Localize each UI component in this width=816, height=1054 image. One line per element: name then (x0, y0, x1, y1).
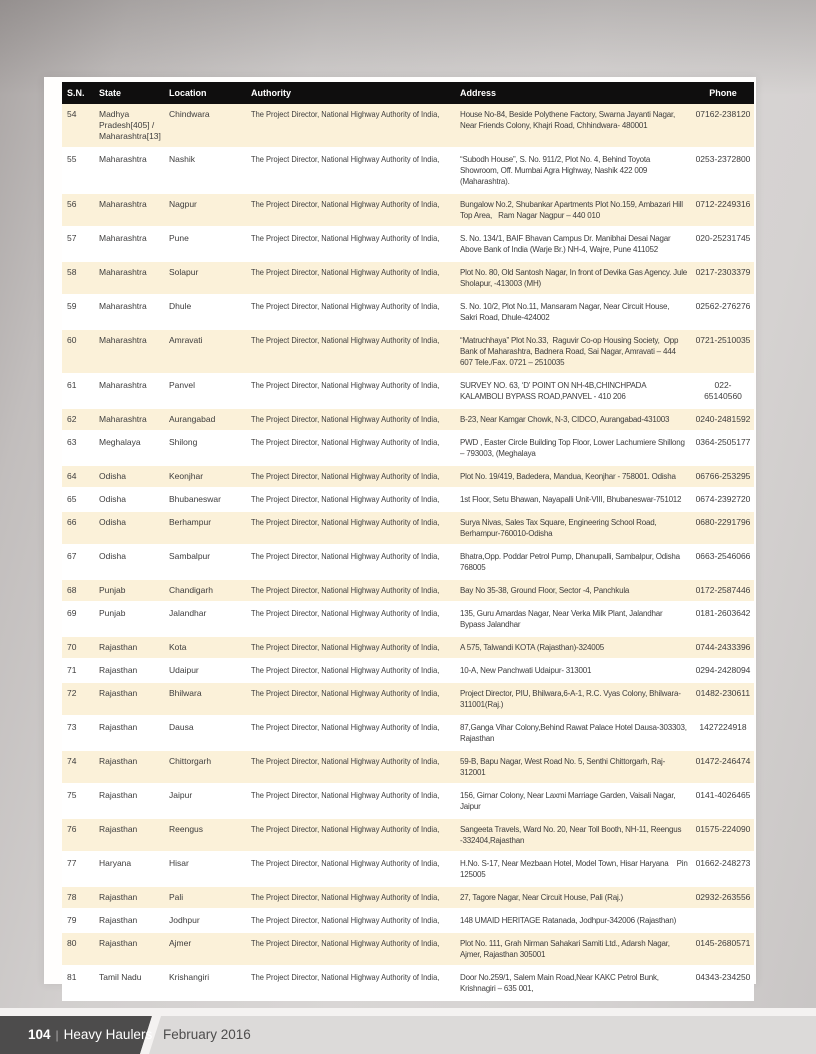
cell-address: Project Director, PIU, Bhilwara,6-A-1, R.C. Vyas Colony, Bhilwara-311001(Raj.) (455, 683, 692, 717)
cell-location: Panvel (164, 375, 246, 409)
cell-serial-number: 72 (62, 683, 94, 717)
cell-serial-number: 56 (62, 194, 94, 228)
cell-phone: 02932-263556 (692, 887, 754, 910)
authority-text: The Project Director, National Highway Authority of India, (251, 471, 440, 481)
cell-serial-number: 70 (62, 637, 94, 660)
cell-address: H.No. S-17, Near Mezbaan Hotel, Model Town, Hisar Haryana Pin 125005 (455, 853, 692, 887)
cell-location: Chandigarh (164, 580, 246, 603)
authority-text: The Project Director, National Highway Authority of India, (251, 109, 440, 119)
cell-phone: 022- 65140560 (692, 375, 754, 409)
cell-address: PWD , Easter Circle Building Top Floor, Lower Lachumiere Shillong – 793003, (Meghalaya (455, 432, 692, 466)
cell-authority (246, 637, 455, 660)
cell-serial-number: 54 (62, 104, 94, 149)
cell-location: Solapur (164, 262, 246, 296)
cell-authority (246, 717, 455, 751)
authority-text: The Project Director, National Highway Authority of India, (251, 608, 440, 618)
cell-state: Maharashtra (94, 296, 164, 330)
cell-serial-number: 67 (62, 546, 94, 580)
table-row (62, 375, 754, 409)
cell-state: Maharashtra (94, 149, 164, 194)
cell-authority (246, 194, 455, 228)
cell-phone: 0712-2249316 (692, 194, 754, 228)
cell-state: Maharashtra (94, 375, 164, 409)
cell-location: Shilong (164, 432, 246, 466)
cell-location: Pali (164, 887, 246, 910)
cell-serial-number: 61 (62, 375, 94, 409)
cell-location: Jodhpur (164, 910, 246, 933)
table-header-row (62, 82, 754, 104)
cell-authority (246, 149, 455, 194)
authority-text: The Project Director, National Highway Authority of India, (251, 154, 440, 164)
cell-authority (246, 228, 455, 262)
cell-location: Hisar (164, 853, 246, 887)
cell-address: “Matruchhaya” Plot No.33, Raguvir Co-op Housing Society, Opp Bank of Maharashtra, Badnera Road, Sai Nagar, Amravati – 444 607 Tele./Fax. 0721 – 2510035 (455, 330, 692, 375)
cell-serial-number: 65 (62, 489, 94, 512)
cell-authority (246, 262, 455, 296)
table-row (62, 603, 754, 637)
cell-serial-number: 62 (62, 409, 94, 432)
cell-location: Sambalpur (164, 546, 246, 580)
cell-authority (246, 546, 455, 580)
cell-address: 1st Floor, Setu Bhawan, Nayapalli Unit-VIII, Bhubaneswar-751012 (455, 489, 692, 512)
table-row (62, 546, 754, 580)
page-content (44, 77, 756, 993)
cell-location: Krishangiri (164, 967, 246, 1001)
cell-phone (692, 910, 754, 933)
table-row (62, 432, 754, 466)
table-row (62, 330, 754, 375)
cell-serial-number: 80 (62, 933, 94, 967)
cell-serial-number: 60 (62, 330, 94, 375)
cell-location: Pune (164, 228, 246, 262)
cell-address: 27, Tagore Nagar, Near Circuit House, Pali (Raj.) (455, 887, 692, 910)
authority-text: The Project Director, National Highway Authority of India, (251, 824, 440, 834)
table-row (62, 580, 754, 603)
column-header-phone: Phone (692, 82, 754, 104)
table-row (62, 853, 754, 887)
table-row (62, 466, 754, 489)
cell-address: 59-B, Bapu Nagar, West Road No. 5, Senthi Chittorgarh, Raj-312001 (455, 751, 692, 785)
cell-address: “Subodh House”, S. No. 911/2, Plot No. 4, Behind Toyota Showroom, Off. Mumbai Agra Highway, Nashik 422 009 (Maharashtra). (455, 149, 692, 194)
table-row (62, 910, 754, 933)
cell-address: 87,Ganga Vihar Colony,Behind Rawat Palace Hotel Dausa-303303, Rajasthan (455, 717, 692, 751)
cell-state: Madhya Pradesh[405] / Maharashtra[13] (94, 104, 164, 149)
authority-text: The Project Director, National Highway Authority of India, (251, 938, 440, 948)
authority-text: The Project Director, National Highway Authority of India, (251, 335, 440, 345)
cell-address: 148 UMAID HERITAGE Ratanada, Jodhpur-342006 (Rajasthan) (455, 910, 692, 933)
cell-address: Bhatra,Opp. Poddar Petrol Pump, Dhanupalli, Sambalpur, Odisha 768005 (455, 546, 692, 580)
cell-location: Keonjhar (164, 466, 246, 489)
cell-state: Punjab (94, 580, 164, 603)
authority-text: The Project Director, National Highway Authority of India, (251, 414, 440, 424)
cell-location: Udaipur (164, 660, 246, 683)
cell-phone: 07162-238120 (692, 104, 754, 149)
cell-authority (246, 603, 455, 637)
cell-address: A 575, Talwandi KOTA (Rajasthan)-324005 (455, 637, 692, 660)
cell-location: Bhilwara (164, 683, 246, 717)
cell-serial-number: 79 (62, 910, 94, 933)
cell-state: Odisha (94, 512, 164, 546)
cell-phone: 01482-230611 (692, 683, 754, 717)
cell-address: House No-84, Beside Polythene Factory, Swarna Jayanti Nagar, Near Friends Colony, Khajri Road, Chhindwara- 480001 (455, 104, 692, 149)
cell-state: Rajasthan (94, 717, 164, 751)
cell-phone: 0181-2603642 (692, 603, 754, 637)
cell-state: Rajasthan (94, 887, 164, 910)
authority-text: The Project Director, National Highway Authority of India, (251, 756, 440, 766)
cell-state: Rajasthan (94, 637, 164, 660)
authority-text: The Project Director, National Highway Authority of India, (251, 892, 440, 902)
cell-state: Maharashtra (94, 194, 164, 228)
authority-text: The Project Director, National Highway Authority of India, (251, 199, 440, 209)
issue-date: February 2016 (163, 1027, 251, 1042)
cell-serial-number: 78 (62, 887, 94, 910)
cell-location: Nashik (164, 149, 246, 194)
cell-address: 10-A, New Panchwati Udaipur- 313001 (455, 660, 692, 683)
cell-phone: 0217-2303379 (692, 262, 754, 296)
cell-location: Nagpur (164, 194, 246, 228)
column-header-address: Address (455, 82, 692, 104)
cell-serial-number: 75 (62, 785, 94, 819)
cell-location: Chindwara (164, 104, 246, 149)
table-row (62, 637, 754, 660)
cell-address: 135, Guru Amardas Nagar, Near Verka Milk Plant, Jalandhar Bypass Jalandhar (455, 603, 692, 637)
column-header-authority: Authority (246, 82, 455, 104)
cell-authority (246, 330, 455, 375)
cell-location: Kota (164, 637, 246, 660)
authority-table-body (62, 104, 754, 1001)
table-row (62, 228, 754, 262)
authority-text: The Project Director, National Highway Authority of India, (251, 301, 440, 311)
table-row (62, 887, 754, 910)
cell-location: Berhampur (164, 512, 246, 546)
cell-serial-number: 74 (62, 751, 94, 785)
cell-phone: 020-25231745 (692, 228, 754, 262)
cell-state: Maharashtra (94, 228, 164, 262)
cell-phone: 0744-2433396 (692, 637, 754, 660)
authority-text: The Project Director, National Highway Authority of India, (251, 688, 440, 698)
cell-authority (246, 660, 455, 683)
table-row (62, 967, 754, 1001)
cell-address: Sangeeta Travels, Ward No. 20, Near Toll Booth, NH-11, Reengus -332404,Rajasthan (455, 819, 692, 853)
cell-phone: 1427224918 (692, 717, 754, 751)
authority-text: The Project Director, National Highway Authority of India, (251, 494, 440, 504)
cell-authority (246, 432, 455, 466)
cell-authority (246, 910, 455, 933)
cell-location: Jalandhar (164, 603, 246, 637)
cell-phone: 0721-2510035 (692, 330, 754, 375)
authority-text: The Project Director, National Highway Authority of India, (251, 437, 440, 447)
authority-text: The Project Director, National Highway Authority of India, (251, 585, 440, 595)
cell-phone: 01662-248273 (692, 853, 754, 887)
cell-phone: 0145-2680571 (692, 933, 754, 967)
cell-authority (246, 409, 455, 432)
cell-state: Punjab (94, 603, 164, 637)
cell-location: Dhule (164, 296, 246, 330)
cell-phone: 0364-2505177 (692, 432, 754, 466)
cell-serial-number: 64 (62, 466, 94, 489)
cell-location: Bhubaneswar (164, 489, 246, 512)
cell-state: Rajasthan (94, 933, 164, 967)
table-row (62, 409, 754, 432)
cell-state: Rajasthan (94, 819, 164, 853)
cell-state: Rajasthan (94, 683, 164, 717)
table-row (62, 751, 754, 785)
cell-location: Jaipur (164, 785, 246, 819)
cell-phone: 0172-2587446 (692, 580, 754, 603)
cell-address: SURVEY NO. 63, ‘D’ POINT ON NH-4B,CHINCHPADA KALAMBOLI BYPASS ROAD,PANVEL - 410 206 (455, 375, 692, 409)
cell-serial-number: 76 (62, 819, 94, 853)
table-row (62, 717, 754, 751)
cell-serial-number: 58 (62, 262, 94, 296)
table-row (62, 262, 754, 296)
table-row (62, 489, 754, 512)
cell-authority (246, 580, 455, 603)
cell-location: Chittorgarh (164, 751, 246, 785)
cell-state: Rajasthan (94, 910, 164, 933)
footer-bar (0, 1016, 816, 1054)
cell-phone: 0240-2481592 (692, 409, 754, 432)
cell-serial-number: 66 (62, 512, 94, 546)
table-row (62, 149, 754, 194)
cell-authority (246, 375, 455, 409)
cell-address: Plot No. 111, Grah Nirman Sahakari Samiti Ltd., Adarsh Nagar, Ajmer, Rajasthan 305001 (455, 933, 692, 967)
cell-address: Door No.259/1, Salem Main Road,Near KAKC Petrol Bunk, Krishnagiri – 635 001, (455, 967, 692, 1001)
cell-phone: 0141-4026465 (692, 785, 754, 819)
footer-page-info (28, 1016, 152, 1054)
cell-location: Amravati (164, 330, 246, 375)
cell-serial-number: 71 (62, 660, 94, 683)
cell-phone: 04343-234250 (692, 967, 754, 1001)
authority-text: The Project Director, National Highway Authority of India, (251, 267, 440, 277)
cell-state: Maharashtra (94, 409, 164, 432)
cell-state: Maharashtra (94, 330, 164, 375)
table-row (62, 785, 754, 819)
cell-authority (246, 933, 455, 967)
authority-text: The Project Director, National Highway Authority of India, (251, 517, 440, 527)
authority-table (62, 82, 754, 1001)
magazine-name: Heavy Haulers (63, 1027, 153, 1042)
authority-text: The Project Director, National Highway Authority of India, (251, 665, 440, 675)
column-header-state: State (94, 82, 164, 104)
column-header-sn: S.N. (62, 82, 94, 104)
table-row (62, 104, 754, 149)
cell-phone: 0294-2428094 (692, 660, 754, 683)
cell-authority (246, 104, 455, 149)
cell-address: Surya Nivas, Sales Tax Square, Engineering School Road, Berhampur-760010-Odisha (455, 512, 692, 546)
cell-serial-number: 81 (62, 967, 94, 1001)
authority-text: The Project Director, National Highway Authority of India, (251, 642, 440, 652)
cell-state: Rajasthan (94, 660, 164, 683)
table-row (62, 933, 754, 967)
cell-state: Rajasthan (94, 751, 164, 785)
cell-phone: 02562-276276 (692, 296, 754, 330)
authority-text: The Project Director, National Highway Authority of India, (251, 915, 440, 925)
cell-address: Plot No. 80, Old Santosh Nagar, In front of Devika Gas Agency. Jule Sholapur, -413003 (MH) (455, 262, 692, 296)
cell-serial-number: 55 (62, 149, 94, 194)
authority-text: The Project Director, National Highway Authority of India, (251, 233, 440, 243)
cell-state: Tamil Nadu (94, 967, 164, 1001)
cell-phone: 0680-2291796 (692, 512, 754, 546)
cell-address: Plot No. 19/419, Badedera, Mandua, Keonjhar - 758001. Odisha (455, 466, 692, 489)
cell-state: Odisha (94, 546, 164, 580)
table-row (62, 660, 754, 683)
cell-state: Meghalaya (94, 432, 164, 466)
cell-serial-number: 69 (62, 603, 94, 637)
cell-serial-number: 68 (62, 580, 94, 603)
cell-state: Odisha (94, 489, 164, 512)
cell-authority (246, 683, 455, 717)
cell-address: Bungalow No.2, Shubankar Apartments Plot No.159, Ambazari Hill Top Area, Ram Nagar Nagpur – 440 010 (455, 194, 692, 228)
cell-authority (246, 296, 455, 330)
cell-state: Odisha (94, 466, 164, 489)
page-number: 104 (28, 1027, 51, 1042)
cell-phone: 01575-224090 (692, 819, 754, 853)
cell-serial-number: 63 (62, 432, 94, 466)
cell-authority (246, 512, 455, 546)
cell-authority (246, 853, 455, 887)
table-row (62, 296, 754, 330)
cell-address: B-23, Near Kamgar Chowk, N-3, CIDCO, Aurangabad-431003 (455, 409, 692, 432)
cell-location: Aurangabad (164, 409, 246, 432)
table-header (62, 82, 754, 104)
cell-authority (246, 887, 455, 910)
cell-location: Dausa (164, 717, 246, 751)
cell-phone: 06766-253295 (692, 466, 754, 489)
footer-separator (0, 1008, 816, 1016)
authority-text: The Project Director, National Highway Authority of India, (251, 380, 440, 390)
cell-phone: 01472-246474 (692, 751, 754, 785)
cell-state: Haryana (94, 853, 164, 887)
cell-authority (246, 489, 455, 512)
authority-text: The Project Director, National Highway Authority of India, (251, 972, 440, 982)
cell-phone: 0663-2546066 (692, 546, 754, 580)
table-row (62, 194, 754, 228)
cell-authority (246, 466, 455, 489)
cell-authority (246, 819, 455, 853)
footer-divider: | (55, 1028, 59, 1042)
cell-phone: 0253-2372800 (692, 149, 754, 194)
table-row (62, 819, 754, 853)
authority-text: The Project Director, National Highway Authority of India, (251, 858, 440, 868)
table-row (62, 683, 754, 717)
cell-address: 156, Girnar Colony, Near Laxmi Marriage Garden, Vaisali Nagar, Jaipur (455, 785, 692, 819)
cell-authority (246, 785, 455, 819)
cell-authority (246, 751, 455, 785)
cell-address: S. No. 10/2, Plot No.11, Mansaram Nagar, Near Circuit House, Sakri Road, Dhule-424002 (455, 296, 692, 330)
cell-serial-number: 77 (62, 853, 94, 887)
authority-text: The Project Director, National Highway Authority of India, (251, 551, 440, 561)
cell-serial-number: 57 (62, 228, 94, 262)
cell-phone: 0674-2392720 (692, 489, 754, 512)
column-header-location: Location (164, 82, 246, 104)
cell-location: Reengus (164, 819, 246, 853)
table-row (62, 512, 754, 546)
cell-state: Maharashtra (94, 262, 164, 296)
cell-serial-number: 59 (62, 296, 94, 330)
cell-address: Bay No 35-38, Ground Floor, Sector -4, Panchkula (455, 580, 692, 603)
cell-authority (246, 967, 455, 1001)
cell-serial-number: 73 (62, 717, 94, 751)
cell-address: S. No. 134/1, BAIF Bhavan Campus Dr. Manibhai Desai Nagar Above Bank of India (Warje Br.) NH-4, Wajre, Pune 411052 (455, 228, 692, 262)
authority-text: The Project Director, National Highway Authority of India, (251, 790, 440, 800)
cell-state: Rajasthan (94, 785, 164, 819)
cell-location: Ajmer (164, 933, 246, 967)
authority-text: The Project Director, National Highway Authority of India, (251, 722, 440, 732)
